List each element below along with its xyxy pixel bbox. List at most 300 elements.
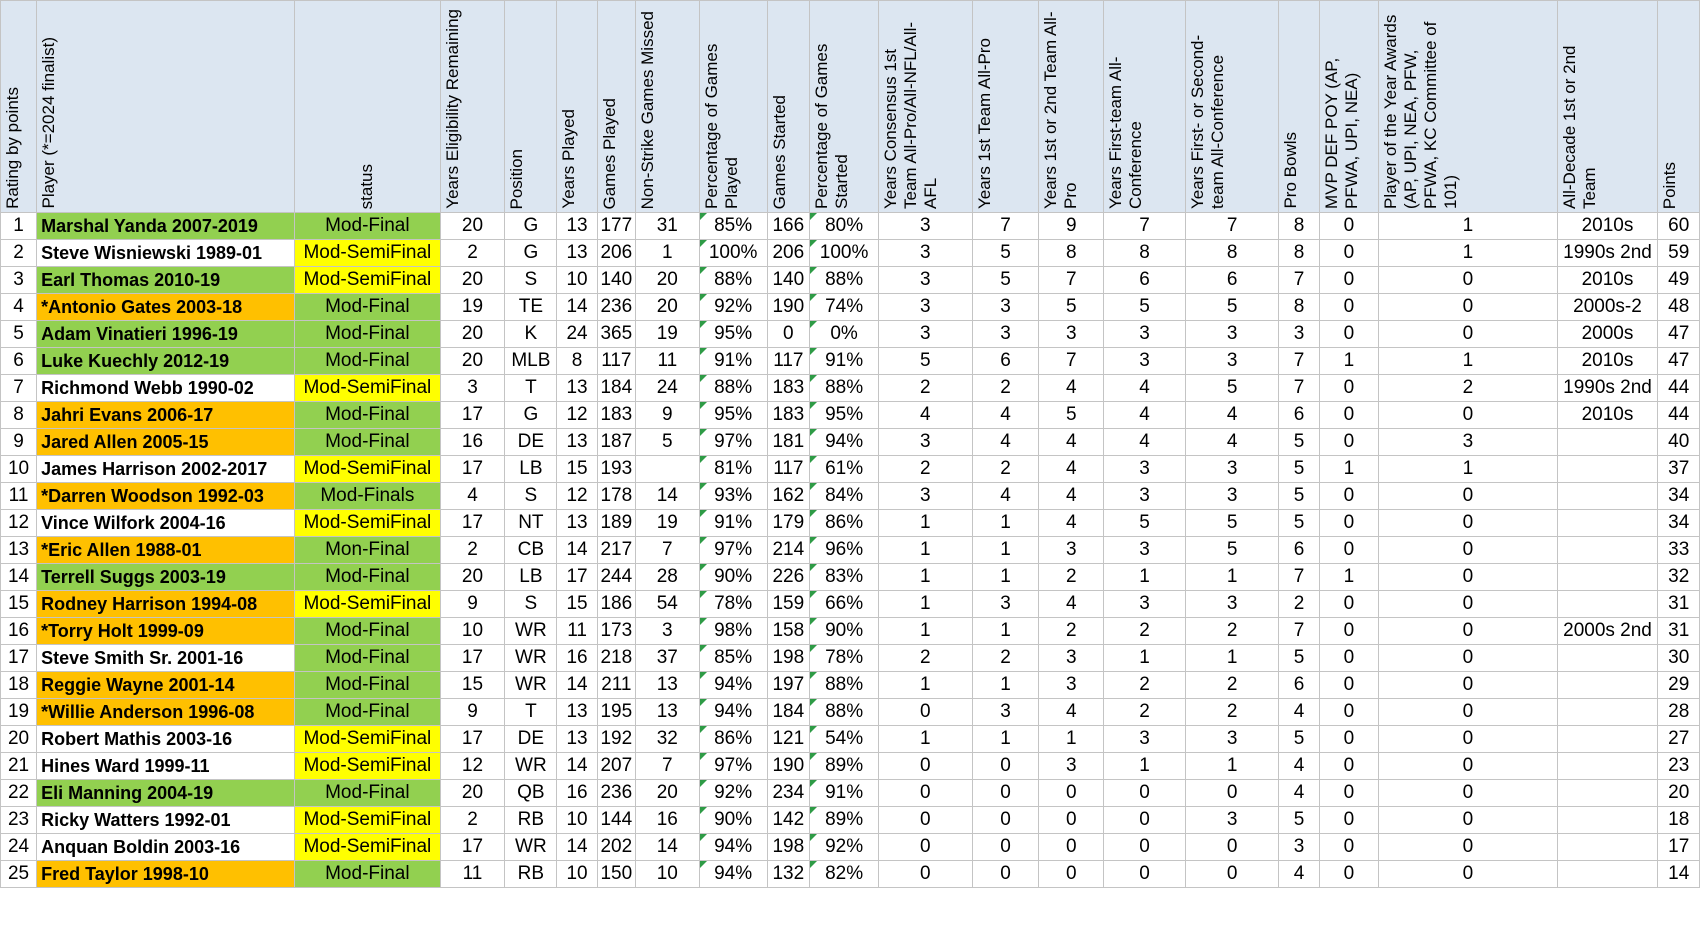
column-header-games-started[interactable]	[767, 1, 809, 213]
cell-years-first-or-second-team-all-conference[interactable]: 4	[1185, 429, 1278, 456]
table-row[interactable]	[1, 672, 1700, 699]
cell-rating-by-points[interactable]: 14	[1, 564, 37, 591]
cell-status[interactable]: Mod-Final	[295, 780, 440, 807]
cell-games-started[interactable]: 183	[767, 402, 809, 429]
cell-all-decade-team[interactable]	[1557, 429, 1658, 456]
cell-years-played[interactable]: 14	[557, 834, 597, 861]
cell-points[interactable]: 48	[1658, 294, 1700, 321]
cell-non-strike-games-missed[interactable]: 7	[635, 753, 699, 780]
cell-mvp-def-poy[interactable]: 0	[1319, 807, 1378, 834]
cell-years-first-or-second-team-all-conference[interactable]: 4	[1185, 402, 1278, 429]
cell-years-consensus-first-team[interactable]: 0	[879, 861, 972, 888]
cell-years-eligibility-remaining[interactable]: 17	[440, 456, 505, 483]
column-header-position[interactable]	[505, 1, 557, 213]
cell-player[interactable]: Reggie Wayne 2001-14	[37, 672, 295, 699]
cell-games-started[interactable]: 140	[767, 267, 809, 294]
cell-player[interactable]: *Willie Anderson 1996-08	[37, 699, 295, 726]
cell-all-decade-team[interactable]	[1557, 510, 1658, 537]
cell-rating-by-points[interactable]: 23	[1, 807, 37, 834]
cell-games-started[interactable]: 183	[767, 375, 809, 402]
cell-years-first-or-second-team-all-conference[interactable]: 5	[1185, 294, 1278, 321]
cell-status[interactable]: Mod-Final	[295, 699, 440, 726]
cell-points[interactable]: 31	[1658, 591, 1700, 618]
cell-years-consensus-first-team[interactable]: 1	[879, 618, 972, 645]
cell-status[interactable]: Mod-SemiFinal	[295, 726, 440, 753]
cell-non-strike-games-missed[interactable]: 14	[635, 483, 699, 510]
cell-rating-by-points[interactable]: 4	[1, 294, 37, 321]
cell-years-first-team-all-pro[interactable]: 1	[972, 564, 1039, 591]
cell-years-first-team-all-pro[interactable]: 0	[972, 780, 1039, 807]
cell-player-of-year-awards[interactable]: 1	[1379, 456, 1557, 483]
cell-points[interactable]: 40	[1658, 429, 1700, 456]
cell-player-of-year-awards[interactable]: 1	[1379, 348, 1557, 375]
cell-years-first-team-all-conference[interactable]: 3	[1104, 726, 1186, 753]
cell-position[interactable]: LB	[505, 564, 557, 591]
cell-years-first-team-all-conference[interactable]: 1	[1104, 564, 1186, 591]
cell-years-consensus-first-team[interactable]: 2	[879, 645, 972, 672]
column-header-rating-by-points[interactable]	[1, 1, 37, 213]
cell-non-strike-games-missed[interactable]: 16	[635, 807, 699, 834]
cell-percentage-games-started[interactable]: 84%	[810, 483, 879, 510]
cell-years-first-team-all-conference[interactable]: 3	[1104, 321, 1186, 348]
cell-years-eligibility-remaining[interactable]: 3	[440, 375, 505, 402]
cell-years-first-team-all-conference[interactable]: 8	[1104, 240, 1186, 267]
cell-all-decade-team[interactable]: 2010s	[1557, 267, 1658, 294]
cell-games-started[interactable]: 184	[767, 699, 809, 726]
cell-percentage-games-started[interactable]: 54%	[810, 726, 879, 753]
cell-player-of-year-awards[interactable]: 0	[1379, 807, 1557, 834]
cell-pro-bowls[interactable]: 5	[1279, 510, 1319, 537]
cell-games-started[interactable]: 190	[767, 294, 809, 321]
table-row[interactable]	[1, 861, 1700, 888]
cell-years-first-or-second-team-all-conference[interactable]: 3	[1185, 726, 1278, 753]
cell-all-decade-team[interactable]	[1557, 861, 1658, 888]
cell-years-first-or-second-team-all-conference[interactable]: 2	[1185, 672, 1278, 699]
cell-pro-bowls[interactable]: 5	[1279, 645, 1319, 672]
cell-rating-by-points[interactable]: 1	[1, 213, 37, 240]
cell-years-consensus-first-team[interactable]: 2	[879, 456, 972, 483]
cell-years-eligibility-remaining[interactable]: 9	[440, 591, 505, 618]
cell-years-first-team-all-conference[interactable]: 3	[1104, 483, 1186, 510]
column-header-years-first-or-second-team-all-pro[interactable]	[1039, 1, 1104, 213]
cell-position[interactable]: S	[505, 483, 557, 510]
cell-player[interactable]: Earl Thomas 2010-19	[37, 267, 295, 294]
cell-non-strike-games-missed[interactable]: 9	[635, 402, 699, 429]
cell-percentage-games-played[interactable]: 91%	[699, 348, 767, 375]
cell-position[interactable]: K	[505, 321, 557, 348]
column-header-player-of-year-awards[interactable]	[1379, 1, 1557, 213]
cell-years-first-team-all-pro[interactable]: 1	[972, 726, 1039, 753]
cell-years-first-team-all-conference[interactable]: 1	[1104, 753, 1186, 780]
cell-years-consensus-first-team[interactable]: 0	[879, 753, 972, 780]
cell-rating-by-points[interactable]: 11	[1, 483, 37, 510]
cell-years-first-team-all-pro[interactable]: 1	[972, 537, 1039, 564]
cell-years-played[interactable]: 10	[557, 807, 597, 834]
cell-points[interactable]: 14	[1658, 861, 1700, 888]
cell-years-first-or-second-team-all-pro[interactable]: 0	[1039, 861, 1104, 888]
cell-games-played[interactable]: 206	[597, 240, 635, 267]
cell-points[interactable]: 44	[1658, 375, 1700, 402]
cell-years-first-or-second-team-all-conference[interactable]: 3	[1185, 483, 1278, 510]
cell-mvp-def-poy[interactable]: 0	[1319, 375, 1378, 402]
cell-percentage-games-started[interactable]: 91%	[810, 780, 879, 807]
cell-years-first-or-second-team-all-pro[interactable]: 4	[1039, 375, 1104, 402]
cell-percentage-games-played[interactable]: 97%	[699, 753, 767, 780]
cell-years-first-or-second-team-all-conference[interactable]: 3	[1185, 456, 1278, 483]
cell-years-eligibility-remaining[interactable]: 12	[440, 753, 505, 780]
cell-position[interactable]: T	[505, 699, 557, 726]
cell-position[interactable]: DE	[505, 726, 557, 753]
cell-position[interactable]: G	[505, 213, 557, 240]
cell-years-first-or-second-team-all-conference[interactable]: 5	[1185, 537, 1278, 564]
cell-player[interactable]: Vince Wilfork 2004-16	[37, 510, 295, 537]
cell-games-played[interactable]: 144	[597, 807, 635, 834]
cell-player[interactable]: *Torry Holt 1999-09	[37, 618, 295, 645]
cell-years-first-or-second-team-all-conference[interactable]: 5	[1185, 375, 1278, 402]
cell-percentage-games-played[interactable]: 78%	[699, 591, 767, 618]
cell-rating-by-points[interactable]: 2	[1, 240, 37, 267]
cell-points[interactable]: 20	[1658, 780, 1700, 807]
cell-player-of-year-awards[interactable]: 0	[1379, 780, 1557, 807]
cell-player-of-year-awards[interactable]: 0	[1379, 294, 1557, 321]
column-header-status[interactable]	[295, 1, 440, 213]
cell-pro-bowls[interactable]: 5	[1279, 726, 1319, 753]
cell-percentage-games-played[interactable]: 98%	[699, 618, 767, 645]
cell-percentage-games-played[interactable]: 90%	[699, 807, 767, 834]
table-row[interactable]	[1, 753, 1700, 780]
cell-rating-by-points[interactable]: 21	[1, 753, 37, 780]
cell-years-first-or-second-team-all-pro[interactable]: 0	[1039, 834, 1104, 861]
cell-player-of-year-awards[interactable]: 0	[1379, 483, 1557, 510]
cell-mvp-def-poy[interactable]: 1	[1319, 348, 1378, 375]
cell-years-first-team-all-conference[interactable]: 7	[1104, 213, 1186, 240]
cell-years-first-or-second-team-all-conference[interactable]: 1	[1185, 753, 1278, 780]
cell-pro-bowls[interactable]: 4	[1279, 753, 1319, 780]
cell-years-first-team-all-pro[interactable]: 6	[972, 348, 1039, 375]
cell-non-strike-games-missed[interactable]: 31	[635, 213, 699, 240]
table-row[interactable]	[1, 834, 1700, 861]
cell-points[interactable]: 30	[1658, 645, 1700, 672]
column-header-years-first-team-all-conference[interactable]	[1104, 1, 1186, 213]
cell-years-played[interactable]: 13	[557, 699, 597, 726]
cell-years-first-team-all-conference[interactable]: 4	[1104, 375, 1186, 402]
cell-points[interactable]: 34	[1658, 510, 1700, 537]
table-row[interactable]	[1, 618, 1700, 645]
cell-years-first-or-second-team-all-pro[interactable]: 0	[1039, 780, 1104, 807]
cell-points[interactable]: 28	[1658, 699, 1700, 726]
cell-mvp-def-poy[interactable]: 0	[1319, 483, 1378, 510]
cell-years-eligibility-remaining[interactable]: 20	[440, 213, 505, 240]
cell-rating-by-points[interactable]: 9	[1, 429, 37, 456]
cell-position[interactable]: RB	[505, 861, 557, 888]
cell-mvp-def-poy[interactable]: 0	[1319, 429, 1378, 456]
cell-position[interactable]: G	[505, 240, 557, 267]
cell-player-of-year-awards[interactable]: 0	[1379, 753, 1557, 780]
cell-years-first-or-second-team-all-conference[interactable]: 3	[1185, 807, 1278, 834]
cell-percentage-games-started[interactable]: 82%	[810, 861, 879, 888]
cell-years-first-or-second-team-all-pro[interactable]: 1	[1039, 726, 1104, 753]
table-row[interactable]	[1, 213, 1700, 240]
cell-player-of-year-awards[interactable]: 0	[1379, 834, 1557, 861]
cell-years-first-team-all-pro[interactable]: 3	[972, 321, 1039, 348]
cell-non-strike-games-missed[interactable]: 24	[635, 375, 699, 402]
cell-player-of-year-awards[interactable]: 0	[1379, 672, 1557, 699]
cell-percentage-games-started[interactable]: 91%	[810, 348, 879, 375]
cell-status[interactable]: Mod-Final	[295, 861, 440, 888]
cell-all-decade-team[interactable]	[1557, 483, 1658, 510]
cell-years-played[interactable]: 15	[557, 591, 597, 618]
cell-games-started[interactable]: 206	[767, 240, 809, 267]
cell-player[interactable]: Jahri Evans 2006-17	[37, 402, 295, 429]
cell-percentage-games-played[interactable]: 88%	[699, 375, 767, 402]
cell-points[interactable]: 33	[1658, 537, 1700, 564]
cell-points[interactable]: 37	[1658, 456, 1700, 483]
table-row[interactable]	[1, 456, 1700, 483]
cell-mvp-def-poy[interactable]: 0	[1319, 510, 1378, 537]
cell-years-eligibility-remaining[interactable]: 20	[440, 267, 505, 294]
cell-years-played[interactable]: 14	[557, 672, 597, 699]
cell-non-strike-games-missed[interactable]: 19	[635, 510, 699, 537]
cell-percentage-games-played[interactable]: 94%	[699, 834, 767, 861]
cell-player[interactable]: Steve Smith Sr. 2001-16	[37, 645, 295, 672]
cell-years-played[interactable]: 17	[557, 564, 597, 591]
cell-games-played[interactable]: 173	[597, 618, 635, 645]
cell-percentage-games-started[interactable]: 66%	[810, 591, 879, 618]
cell-all-decade-team[interactable]: 2010s	[1557, 402, 1658, 429]
cell-years-first-or-second-team-all-conference[interactable]: 8	[1185, 240, 1278, 267]
cell-mvp-def-poy[interactable]: 0	[1319, 834, 1378, 861]
cell-non-strike-games-missed[interactable]: 7	[635, 537, 699, 564]
cell-player[interactable]: Anquan Boldin 2003-16	[37, 834, 295, 861]
cell-status[interactable]: Mod-SemiFinal	[295, 456, 440, 483]
cell-years-consensus-first-team[interactable]: 1	[879, 537, 972, 564]
cell-rating-by-points[interactable]: 3	[1, 267, 37, 294]
cell-position[interactable]: QB	[505, 780, 557, 807]
cell-years-played[interactable]: 10	[557, 267, 597, 294]
cell-years-first-team-all-pro[interactable]: 0	[972, 807, 1039, 834]
cell-years-first-or-second-team-all-pro[interactable]: 4	[1039, 456, 1104, 483]
cell-years-first-or-second-team-all-conference[interactable]: 3	[1185, 348, 1278, 375]
cell-years-consensus-first-team[interactable]: 5	[879, 348, 972, 375]
cell-status[interactable]: Mod-SemiFinal	[295, 753, 440, 780]
column-header-years-played[interactable]	[557, 1, 597, 213]
cell-years-first-team-all-pro[interactable]: 0	[972, 834, 1039, 861]
cell-non-strike-games-missed[interactable]: 1	[635, 240, 699, 267]
cell-mvp-def-poy[interactable]: 0	[1319, 753, 1378, 780]
cell-years-consensus-first-team[interactable]: 3	[879, 213, 972, 240]
cell-pro-bowls[interactable]: 8	[1279, 294, 1319, 321]
cell-games-played[interactable]: 192	[597, 726, 635, 753]
cell-years-played[interactable]: 13	[557, 429, 597, 456]
cell-pro-bowls[interactable]: 4	[1279, 861, 1319, 888]
cell-mvp-def-poy[interactable]: 0	[1319, 591, 1378, 618]
cell-all-decade-team[interactable]: 2010s	[1557, 213, 1658, 240]
cell-games-started[interactable]: 132	[767, 861, 809, 888]
cell-years-first-or-second-team-all-pro[interactable]: 4	[1039, 483, 1104, 510]
cell-years-first-or-second-team-all-conference[interactable]: 3	[1185, 321, 1278, 348]
cell-pro-bowls[interactable]: 2	[1279, 591, 1319, 618]
cell-games-started[interactable]: 198	[767, 645, 809, 672]
cell-mvp-def-poy[interactable]: 0	[1319, 672, 1378, 699]
cell-years-eligibility-remaining[interactable]: 17	[440, 645, 505, 672]
cell-years-first-team-all-pro[interactable]: 0	[972, 753, 1039, 780]
cell-rating-by-points[interactable]: 5	[1, 321, 37, 348]
cell-years-played[interactable]: 11	[557, 618, 597, 645]
cell-player-of-year-awards[interactable]: 0	[1379, 267, 1557, 294]
cell-years-consensus-first-team[interactable]: 2	[879, 375, 972, 402]
cell-position[interactable]: WR	[505, 672, 557, 699]
cell-all-decade-team[interactable]	[1557, 537, 1658, 564]
cell-rating-by-points[interactable]: 25	[1, 861, 37, 888]
cell-percentage-games-started[interactable]: 88%	[810, 375, 879, 402]
cell-rating-by-points[interactable]: 6	[1, 348, 37, 375]
cell-years-eligibility-remaining[interactable]: 19	[440, 294, 505, 321]
cell-years-eligibility-remaining[interactable]: 20	[440, 348, 505, 375]
cell-status[interactable]: Mod-SemiFinal	[295, 375, 440, 402]
cell-years-consensus-first-team[interactable]: 1	[879, 510, 972, 537]
cell-pro-bowls[interactable]: 6	[1279, 672, 1319, 699]
cell-all-decade-team[interactable]: 2000s	[1557, 321, 1658, 348]
cell-position[interactable]: RB	[505, 807, 557, 834]
cell-player-of-year-awards[interactable]: 0	[1379, 321, 1557, 348]
cell-years-consensus-first-team[interactable]: 3	[879, 294, 972, 321]
cell-points[interactable]: 47	[1658, 321, 1700, 348]
cell-all-decade-team[interactable]	[1557, 726, 1658, 753]
cell-mvp-def-poy[interactable]: 0	[1319, 618, 1378, 645]
table-row[interactable]	[1, 591, 1700, 618]
cell-pro-bowls[interactable]: 4	[1279, 780, 1319, 807]
cell-points[interactable]: 44	[1658, 402, 1700, 429]
table-row[interactable]	[1, 348, 1700, 375]
cell-games-played[interactable]: 365	[597, 321, 635, 348]
cell-rating-by-points[interactable]: 16	[1, 618, 37, 645]
cell-mvp-def-poy[interactable]: 1	[1319, 564, 1378, 591]
cell-all-decade-team[interactable]	[1557, 753, 1658, 780]
cell-years-played[interactable]: 16	[557, 645, 597, 672]
cell-pro-bowls[interactable]: 7	[1279, 375, 1319, 402]
cell-non-strike-games-missed[interactable]: 11	[635, 348, 699, 375]
cell-years-consensus-first-team[interactable]: 4	[879, 402, 972, 429]
cell-years-first-team-all-conference[interactable]: 3	[1104, 456, 1186, 483]
cell-non-strike-games-missed[interactable]: 10	[635, 861, 699, 888]
cell-points[interactable]: 23	[1658, 753, 1700, 780]
cell-years-played[interactable]: 16	[557, 780, 597, 807]
cell-percentage-games-played[interactable]: 86%	[699, 726, 767, 753]
cell-years-first-team-all-pro[interactable]: 2	[972, 456, 1039, 483]
table-row[interactable]	[1, 294, 1700, 321]
cell-games-played[interactable]: 177	[597, 213, 635, 240]
cell-games-played[interactable]: 140	[597, 267, 635, 294]
cell-points[interactable]: 32	[1658, 564, 1700, 591]
cell-games-started[interactable]: 158	[767, 618, 809, 645]
cell-mvp-def-poy[interactable]: 0	[1319, 780, 1378, 807]
cell-percentage-games-started[interactable]: 78%	[810, 645, 879, 672]
column-header-percentage-games-played[interactable]	[699, 1, 767, 213]
cell-position[interactable]: NT	[505, 510, 557, 537]
cell-games-played[interactable]: 244	[597, 564, 635, 591]
cell-years-eligibility-remaining[interactable]: 10	[440, 618, 505, 645]
cell-mvp-def-poy[interactable]: 0	[1319, 213, 1378, 240]
cell-years-first-team-all-conference[interactable]: 0	[1104, 780, 1186, 807]
cell-years-first-or-second-team-all-pro[interactable]: 8	[1039, 240, 1104, 267]
cell-percentage-games-started[interactable]: 88%	[810, 699, 879, 726]
cell-years-consensus-first-team[interactable]: 0	[879, 807, 972, 834]
cell-games-played[interactable]: 184	[597, 375, 635, 402]
cell-years-first-or-second-team-all-conference[interactable]: 0	[1185, 861, 1278, 888]
cell-percentage-games-started[interactable]: 83%	[810, 564, 879, 591]
cell-years-played[interactable]: 15	[557, 456, 597, 483]
cell-points[interactable]: 29	[1658, 672, 1700, 699]
cell-games-started[interactable]: 142	[767, 807, 809, 834]
cell-years-first-or-second-team-all-pro[interactable]: 2	[1039, 618, 1104, 645]
cell-games-played[interactable]: 236	[597, 294, 635, 321]
cell-non-strike-games-missed[interactable]: 20	[635, 294, 699, 321]
cell-games-started[interactable]: 214	[767, 537, 809, 564]
cell-rating-by-points[interactable]: 13	[1, 537, 37, 564]
cell-points[interactable]: 31	[1658, 618, 1700, 645]
cell-player[interactable]: Jared Allen 2005-15	[37, 429, 295, 456]
cell-percentage-games-started[interactable]: 74%	[810, 294, 879, 321]
cell-position[interactable]: WR	[505, 753, 557, 780]
cell-rating-by-points[interactable]: 18	[1, 672, 37, 699]
cell-percentage-games-played[interactable]: 97%	[699, 537, 767, 564]
column-header-years-eligibility-remaining[interactable]	[440, 1, 505, 213]
cell-years-first-team-all-pro[interactable]: 4	[972, 402, 1039, 429]
cell-games-started[interactable]: 181	[767, 429, 809, 456]
cell-points[interactable]: 34	[1658, 483, 1700, 510]
cell-years-first-team-all-pro[interactable]: 4	[972, 483, 1039, 510]
cell-non-strike-games-missed[interactable]: 54	[635, 591, 699, 618]
cell-rating-by-points[interactable]: 15	[1, 591, 37, 618]
table-row[interactable]	[1, 402, 1700, 429]
table-row[interactable]	[1, 510, 1700, 537]
cell-games-started[interactable]: 190	[767, 753, 809, 780]
cell-status[interactable]: Mod-SemiFinal	[295, 807, 440, 834]
cell-games-played[interactable]: 207	[597, 753, 635, 780]
cell-years-first-or-second-team-all-pro[interactable]: 4	[1039, 510, 1104, 537]
cell-player-of-year-awards[interactable]: 0	[1379, 591, 1557, 618]
cell-player-of-year-awards[interactable]: 0	[1379, 510, 1557, 537]
cell-years-first-or-second-team-all-conference[interactable]: 2	[1185, 699, 1278, 726]
cell-years-eligibility-remaining[interactable]: 9	[440, 699, 505, 726]
cell-percentage-games-played[interactable]: 92%	[699, 780, 767, 807]
cell-percentage-games-started[interactable]: 86%	[810, 510, 879, 537]
table-row[interactable]	[1, 537, 1700, 564]
cell-years-played[interactable]: 13	[557, 240, 597, 267]
cell-position[interactable]: CB	[505, 537, 557, 564]
cell-percentage-games-started[interactable]: 92%	[810, 834, 879, 861]
cell-pro-bowls[interactable]: 6	[1279, 537, 1319, 564]
cell-years-first-team-all-conference[interactable]: 0	[1104, 861, 1186, 888]
cell-percentage-games-played[interactable]: 85%	[699, 213, 767, 240]
cell-mvp-def-poy[interactable]: 0	[1319, 699, 1378, 726]
cell-all-decade-team[interactable]: 2010s	[1557, 348, 1658, 375]
cell-mvp-def-poy[interactable]: 0	[1319, 402, 1378, 429]
cell-percentage-games-played[interactable]: 93%	[699, 483, 767, 510]
cell-all-decade-team[interactable]	[1557, 699, 1658, 726]
cell-years-first-team-all-pro[interactable]: 4	[972, 429, 1039, 456]
cell-percentage-games-started[interactable]: 89%	[810, 807, 879, 834]
cell-years-first-or-second-team-all-conference[interactable]: 1	[1185, 645, 1278, 672]
cell-percentage-games-played[interactable]: 100%	[699, 240, 767, 267]
column-header-non-strike-games-missed[interactable]	[635, 1, 699, 213]
cell-years-played[interactable]: 13	[557, 726, 597, 753]
cell-years-first-team-all-conference[interactable]: 1	[1104, 645, 1186, 672]
cell-status[interactable]: Mod-SemiFinal	[295, 240, 440, 267]
cell-percentage-games-played[interactable]: 97%	[699, 429, 767, 456]
cell-percentage-games-started[interactable]: 95%	[810, 402, 879, 429]
cell-games-started[interactable]: 179	[767, 510, 809, 537]
